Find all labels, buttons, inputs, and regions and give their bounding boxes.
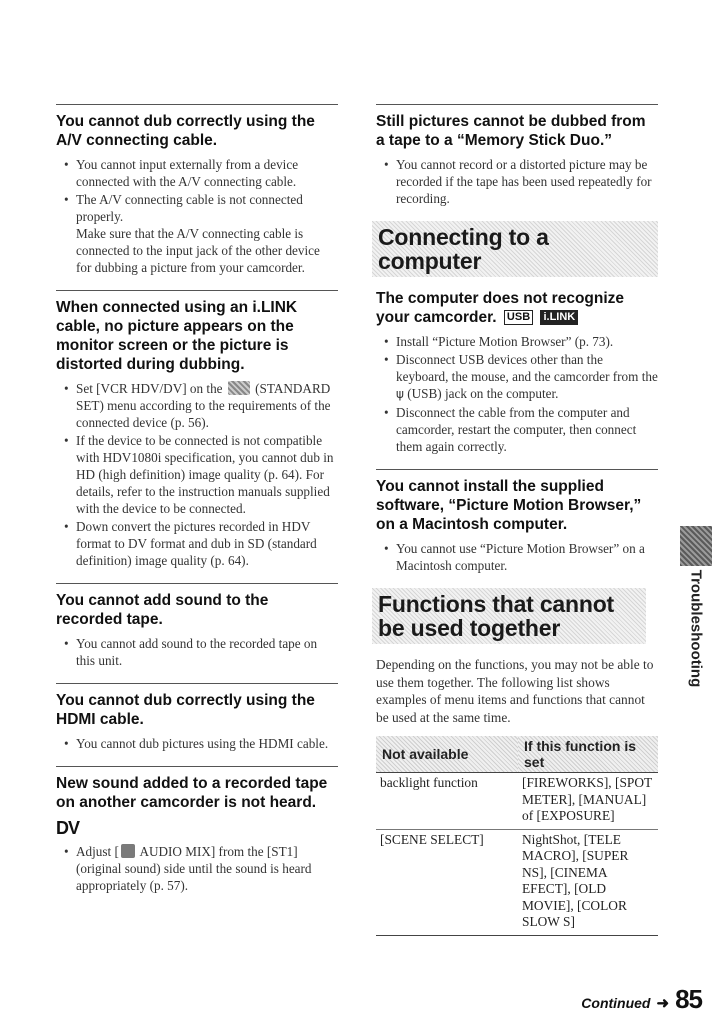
table-row [376, 829, 658, 935]
bullet-item: • You cannot add sound to the recorded tape on this unit. [64, 635, 338, 669]
audio-mix-icon [121, 844, 135, 858]
bullet-item: • Down convert the pictures recorded in HDV format to DV format and dub in SD (standard definition) image quality (p. 64). [64, 518, 338, 569]
section-still-pictures [376, 104, 658, 207]
continued-label: Continued [581, 995, 651, 1011]
banner-connecting-computer: Connecting to a computer [372, 221, 658, 277]
section-heading: You cannot add sound to the recorded tape. [56, 592, 269, 628]
section-heading: Still pictures cannot be dubbed from a tape to a “Memory Stick Duo.” [376, 113, 646, 149]
bullet-text: The A/V connecting cable is not connected properly. [76, 192, 303, 224]
setup-menu-icon [228, 381, 250, 395]
bullet-item [64, 843, 338, 894]
section-heading: When connected using an i.LINK cable, no picture appears on the monitor screen or the picture is distorted during dubbing. [56, 299, 298, 373]
right-column [376, 104, 658, 936]
bullet-continuation: Make sure that the A/V connecting cable is connected to the input jack of the other device for dubbing a picture from your camcorder. [76, 226, 320, 275]
bullet-item [64, 380, 338, 431]
bullet-item: • You cannot dub pictures using the HDMI cable. [64, 735, 338, 752]
bullet-item: • If the device to be connected is not compatible with HDV1080i specification, you cannot dub in HD (high definition) image quality (p. 64). For details, refer to the instruction manuals supplied with the device to be connected. [64, 432, 338, 517]
section-heading: You cannot dub correctly using the A/V connecting cable. [56, 113, 315, 149]
bullet-text: (STANDARD SET) menu according to the requirements of the connected device (p. 56). [76, 381, 331, 430]
page-footer [581, 984, 702, 1015]
table-cell: backlight function [380, 775, 478, 790]
usb-badge: USB [504, 310, 533, 325]
section-heading [376, 289, 658, 327]
section-ilink [56, 290, 338, 569]
section-heading: You cannot dub correctly using the HDMI cable. [56, 692, 315, 728]
table-cell: [FIREWORKS], [SPOT METER], [MANUAL] of [EXPOSURE] [522, 775, 652, 823]
bullet-text: Set [VCR HDV/DV] on the [76, 381, 223, 396]
bullet-text: Disconnect USB devices other than the keyboard, the mouse, and the camcorder from the [396, 352, 658, 384]
chapter-tab-marker [680, 526, 712, 566]
banner-functions-together: Functions that cannot be used together [372, 588, 646, 644]
left-column [56, 104, 338, 908]
chapter-side-label [680, 569, 712, 687]
ilink-badge: i.LINK [540, 310, 578, 325]
section-macintosh [376, 469, 658, 574]
table-cell: [SCENE SELECT] [376, 829, 518, 935]
table-header: If this function is set [518, 736, 658, 773]
page-number: 85 [675, 984, 702, 1014]
section-heading: You cannot install the supplied software, “Picture Motion Browser,” on a Macintosh computer. [376, 478, 642, 533]
section-heading: New sound added to a recorded tape on another camcorder is not heard. [56, 775, 328, 811]
chapter-label-text: Troubleshooting [687, 569, 705, 687]
bullet-text: AUDIO MIX] from the [ST1] (original sound) side until the sound is heard appropriately (p. 57). [76, 844, 312, 893]
bullet-text: (USB) jack on the computer. [407, 386, 559, 401]
bullet-item: • You cannot use “Picture Motion Browser” on a Macintosh computer. [384, 540, 658, 574]
usb-icon: ψ [396, 387, 404, 401]
intro-paragraph: Depending on the functions, you may not be able to use them together. The following list shows examples of menu items and functions that cannot be used at the same time. [376, 657, 654, 725]
section-computer-recognize [376, 289, 658, 455]
section-new-sound [56, 766, 338, 894]
functions-table [376, 736, 658, 936]
bullet-item [64, 191, 338, 276]
table-row [376, 773, 658, 830]
table-header: Not available [376, 736, 518, 773]
dv-format-mark: DV [56, 818, 80, 838]
table-cell: NightShot, [TELE MACRO], [SUPER NS], [CINEMA EFECT], [OLD MOVIE], [COLOR SLOW S] [518, 829, 658, 935]
heading-text: The computer does not recognize your camcorder. [376, 290, 625, 326]
bullet-item [384, 351, 658, 403]
continued-arrow-icon: ➜ [656, 995, 670, 1012]
section-hdmi [56, 683, 338, 752]
bullet-item: • Install “Picture Motion Browser” (p. 73). [384, 333, 658, 350]
section-dub-av [56, 104, 338, 276]
bullet-item: • You cannot input externally from a device connected with the A/V connecting cable. [64, 156, 338, 190]
bullet-item: • Disconnect the cable from the computer and camcorder, restart the computer, then connect them again correctly. [384, 404, 658, 455]
bullet-item: • You cannot record or a distorted picture may be recorded if the tape has been used repeatedly for recording. [384, 156, 658, 207]
bullet-text: Adjust [ [76, 844, 119, 859]
section-add-sound [56, 583, 338, 669]
